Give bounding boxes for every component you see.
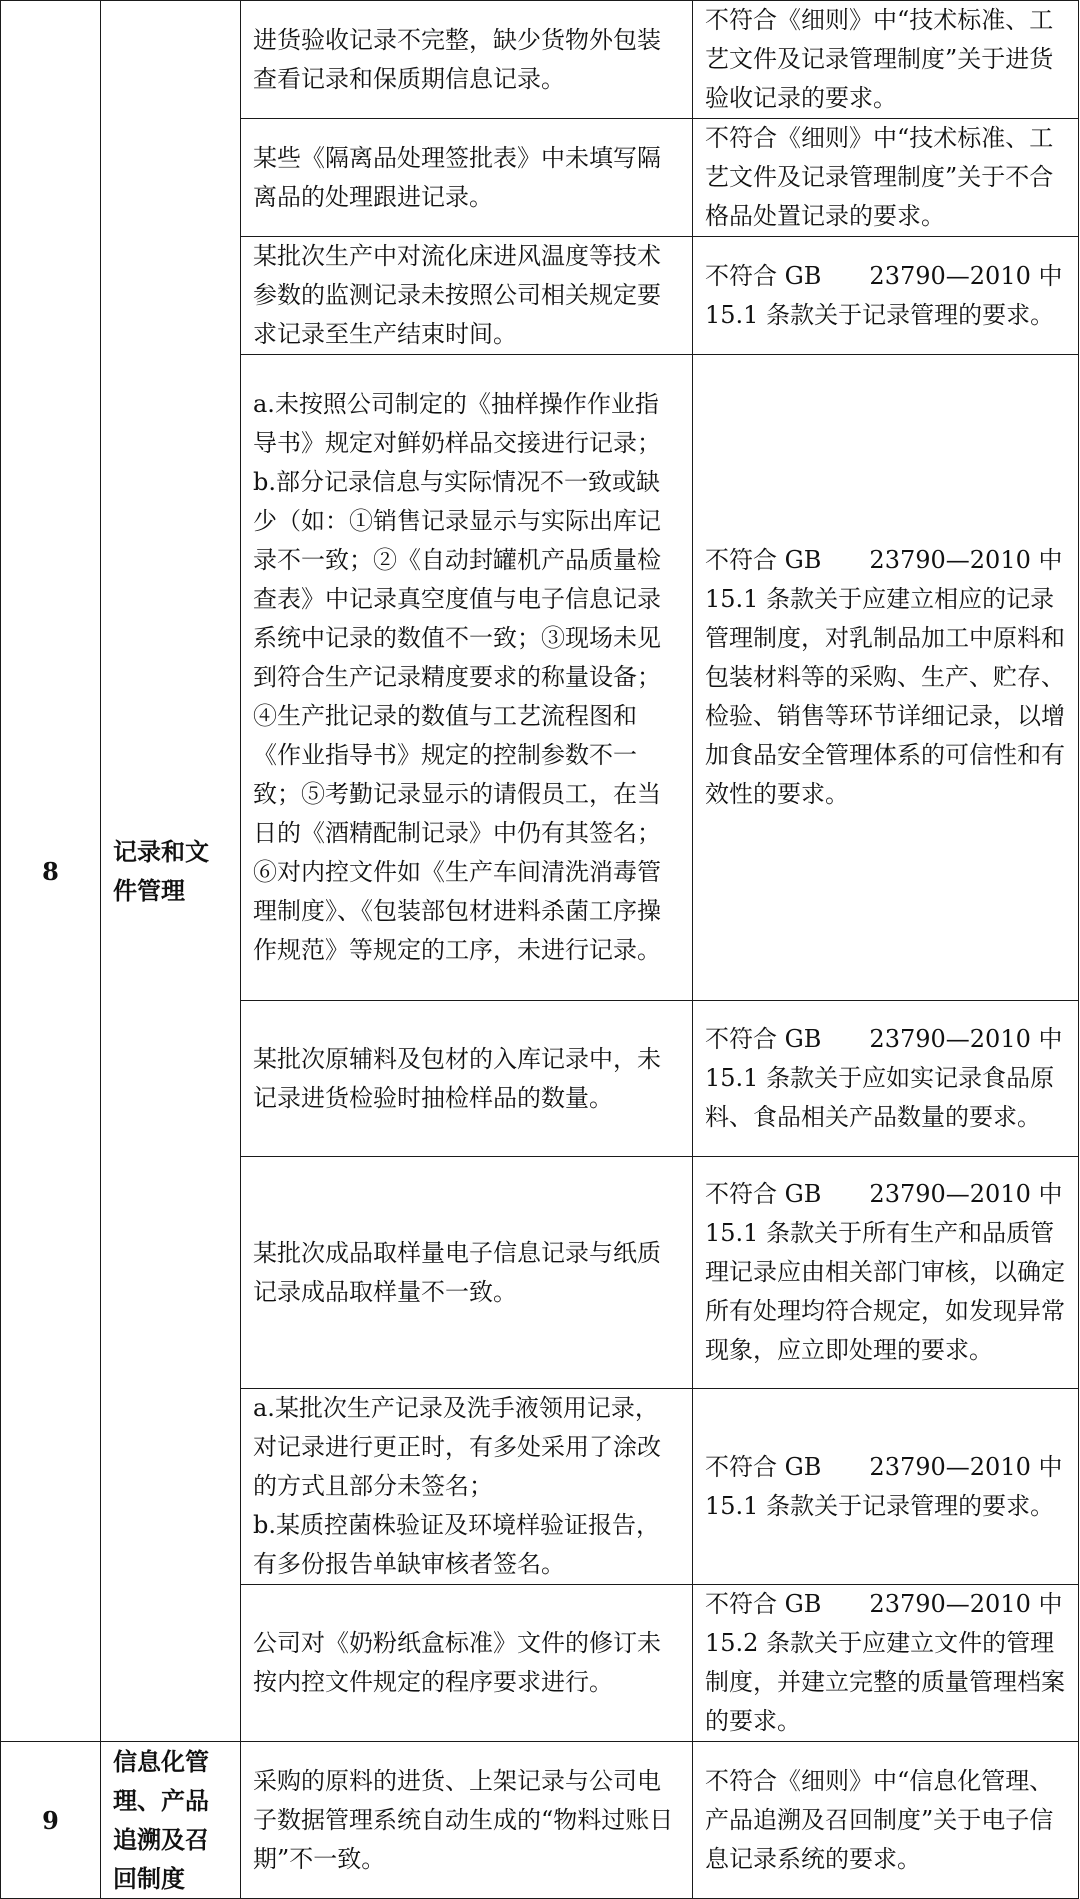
finding-description: 某批次原辅料及包材的入库记录中，未记录进货检验时抽检样品的数量。 (241, 1001, 693, 1157)
regulation-basis: 不符合 GB 23790—2010 中15.1 条款关于记录管理的要求。 (693, 237, 1079, 355)
regulation-basis: 不符合 GB 23790—2010 中15.2 条款关于应建立文件的管理制度，并建立完整的质量管理档案的要求。 (693, 1585, 1079, 1742)
table-row (1, 1, 1079, 119)
finding-description: 公司对《奶粉纸盒标准》文件的修订未按内控文件规定的程序要求进行。 (241, 1585, 693, 1742)
section-category: 记录和文件管理 (101, 1, 241, 1742)
regulation-basis: 不符合《细则》中“技术标准、工艺文件及记录管理制度”关于进货验收记录的要求。 (693, 1, 1079, 119)
regulation-basis: 不符合 GB 23790—2010 中15.1 条款关于记录管理的要求。 (693, 1389, 1079, 1585)
finding-description: 采购的原料的进货、上架记录与公司电子数据管理系统自动生成的“物料过账日期”不一致。 (241, 1742, 693, 1899)
regulation-basis: 不符合《细则》中“信息化管理、产品追溯及召回制度”关于电子信息记录系统的要求。 (693, 1742, 1079, 1899)
regulation-basis: 不符合《细则》中“技术标准、工艺文件及记录管理制度”关于不合格品处置记录的要求。 (693, 119, 1079, 237)
finding-description: 某批次成品取样量电子信息记录与纸质记录成品取样量不一致。 (241, 1157, 693, 1389)
section-number: 8 (1, 1, 101, 1742)
section-number: 9 (1, 1742, 101, 1899)
regulation-basis: 不符合 GB 23790—2010 中15.1 条款关于所有生产和品质管理记录应由相关部门审核，以确定所有处理均符合规定，如发现异常现象，应立即处理的要求。 (693, 1157, 1079, 1389)
section-category: 信息化管理、产品追溯及召回制度 (101, 1742, 241, 1899)
finding-description: a.某批次生产记录及洗手液领用记录，对记录进行更正时，有多处采用了涂改的方式且部分未签名； b.某质控菌株验证及环境样验证报告，有多份报告单缺审核者签名。 (241, 1389, 693, 1585)
finding-description: a.未按照公司制定的《抽样操作作业指导书》规定对鲜奶样品交接进行记录； b.部分记录信息与实际情况不一致或缺少（如：①销售记录显示与实际出库记录不一致；②《自动封罐机产品质量检查表》中记录真空度值与电子信息记录系统中记录的数值不一致；③现场未见到符合生产记录精度要求的称量设备；④生产批记录的数值与工艺流程图和《作业指导书》规定的控制参数不一致；⑤考勤记录显示的请假员工，在当日的《酒精配制记录》中仍有其签名；⑥对内控文件如《生产车间清洗消毒管理制度》、《包装部包材进料杀菌工序操作规范》等规定的工序，未进行记录。 (241, 355, 693, 1001)
finding-description: 某些《隔离品处理签批表》中未填写隔离品的处理跟进记录。 (241, 119, 693, 237)
regulation-basis: 不符合 GB 23790—2010 中15.1 条款关于应如实记录食品原料、食品相关产品数量的要求。 (693, 1001, 1079, 1157)
finding-description: 进货验收记录不完整，缺少货物外包装查看记录和保质期信息记录。 (241, 1, 693, 119)
regulation-basis: 不符合 GB 23790—2010 中15.1 条款关于应建立相应的记录管理制度，对乳制品加工中原料和包装材料等的采购、生产、贮存、检验、销售等环节详细记录，以增加食品安全管理体系的可信性和有效性的要求。 (693, 355, 1079, 1001)
finding-description: 某批次生产中对流化床进风温度等技术参数的监测记录未按照公司相关规定要求记录至生产结束时间。 (241, 237, 693, 355)
table-row (1, 1742, 1079, 1899)
